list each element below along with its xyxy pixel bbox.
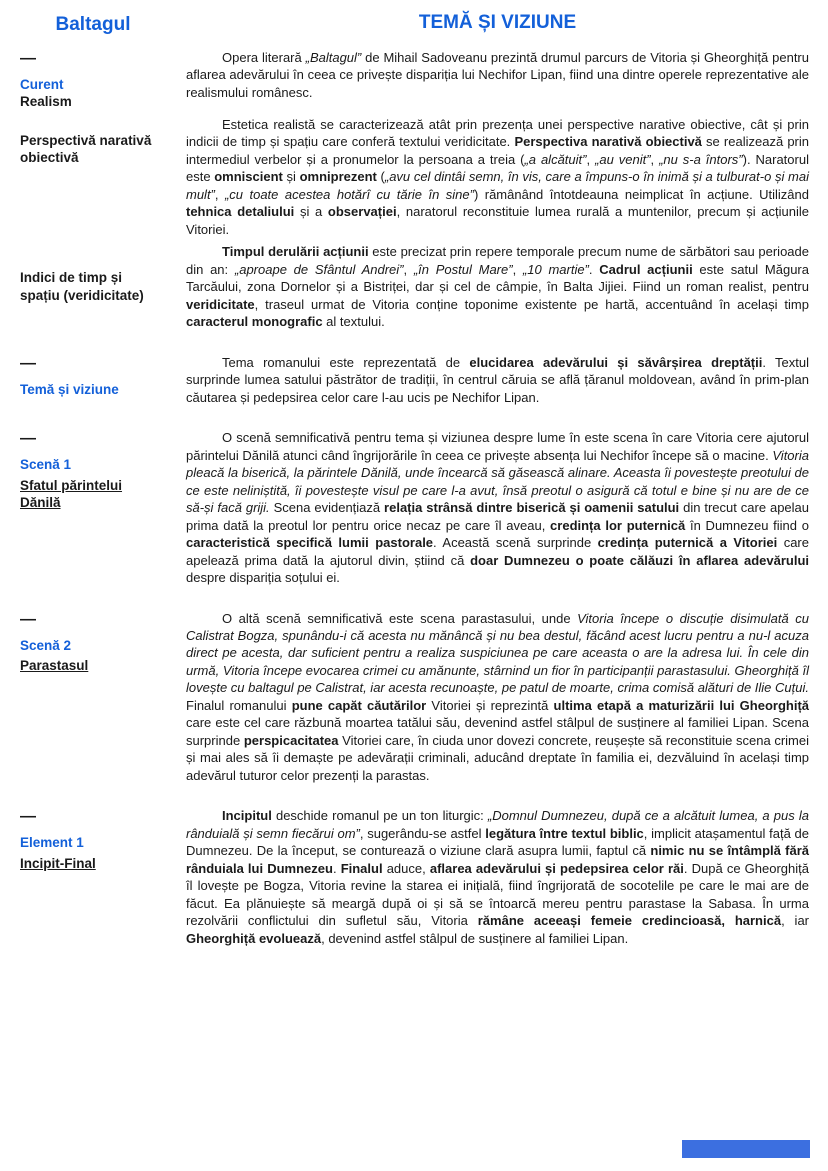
- text-run: ,: [214, 186, 225, 202]
- text-run: , devenind astfel stâlpul de susținere al familiei Lipan.: [321, 930, 629, 946]
- paragraph: [186, 610, 809, 785]
- sidebar-label-group: [20, 116, 166, 238]
- dash-marker: —: [20, 354, 36, 372]
- text-run: „nu s-a întors”: [659, 151, 743, 167]
- text-run: caracterul monografic: [186, 314, 323, 330]
- text-run: „în Postul Mare”: [413, 261, 513, 277]
- text-run: ,: [650, 151, 660, 167]
- text-run: Perspectiva narativă obiectivă: [514, 134, 702, 150]
- text-run: elucidarea adevărului și săvârșirea dreptății: [469, 354, 763, 370]
- text-run: „Domnul Dumnezeu, după ce a alcătuit lumea, a pus la rânduială și semn fiecărui om”: [186, 808, 809, 841]
- sidebar-header: [20, 12, 166, 37]
- text-run: „Baltagul”: [305, 49, 362, 65]
- text-run: „aproape de Sfântul Andrei”: [234, 261, 404, 277]
- sidebar-label: Indici de timp și spațiu (veridicitate): [20, 270, 144, 303]
- section-content: [186, 243, 809, 330]
- text-run: omniscient: [214, 169, 283, 185]
- text-run: de Mihail Sadoveanu prezintă drumul parcurs de Vitoria și Gheorghiță pentru aflarea adevărului în ceea ce privește dispariția lui Nechifor Lipan, fiind una dintre operele reprezentative ale realismului românesc.: [186, 49, 809, 100]
- section-content: [186, 610, 809, 785]
- text-run: , naratorul reconstituie lumea rurală a muntenilor, precum și acțiunile Vitoriei.: [186, 204, 809, 237]
- header-content: [186, 12, 809, 35]
- sidebar-label-group: [20, 354, 166, 406]
- sidebar-label: Scenă 1: [20, 457, 72, 473]
- text-run: (: [376, 169, 385, 185]
- text-run: Finalul romanului: [186, 697, 292, 713]
- paragraph: [186, 49, 809, 101]
- text-run: care este cel care răzbună moartea tatălui său, devenind astfel stâlpul de susținere al familiei Lipan. Scena surprinde: [186, 715, 809, 748]
- text-run: .: [332, 860, 341, 876]
- text-run: ). Naratorul este: [186, 151, 809, 185]
- paragraph: [186, 429, 809, 586]
- sidebar-label: Temă și viziune: [20, 381, 119, 397]
- sidebar-label-group: [20, 610, 166, 785]
- text-run: perspicacitatea: [243, 732, 339, 748]
- text-run: credința lor puternică: [550, 517, 686, 533]
- text-run: . După ce Gheorghiță îl lovește pe Bogza, Vitoria revine la starea ei inițială, fiind îngrijorată de socotelile pe care le mai are de făcut. Ea plănuiește să meargă după oi și să se întoarcă mereu pentru parastase la Sabasa. În urma rezolvării conflictului din sufletul său, Vitoria: [186, 860, 809, 929]
- page-title: TEMĂ ȘI VIZIUNE: [418, 12, 577, 33]
- text-run: Estetica realistă se caracterizează atât prin prezența unei perspective narative obiective, cât și prin indicii de timp și spațiu care conferă textului veridicitate.: [186, 116, 809, 150]
- text-run: pune capăt căutărilor: [291, 697, 427, 713]
- text-run: ,: [403, 261, 414, 277]
- doc-title: Baltagul: [55, 14, 131, 35]
- section-tema-si-viziune: [20, 354, 809, 406]
- text-run: aflarea adevărului și pedepsirea celor răi: [429, 860, 684, 876]
- text-run: și: [282, 169, 300, 185]
- section-indici-de-timp-si-spatiu: [20, 243, 809, 330]
- text-run: tehnica detaliului: [186, 204, 295, 220]
- text-run: Gheorghiță evoluează: [186, 930, 322, 946]
- section-scena-2: [20, 610, 809, 785]
- dash-marker: —: [20, 49, 36, 67]
- sidebar-label-group: [20, 243, 166, 330]
- text-run: veridicitate: [186, 296, 255, 312]
- text-run: O scenă semnificativă pentru tema și viziunea despre lume în este scena în care Vitoria cere ajutorul părintelui Dănilă atunci când îngrijorările în ceea ce privește absența lui Nechifor începe să o macine.: [186, 430, 809, 463]
- sidebar-label-group: [20, 807, 166, 947]
- text-run: în Dumnezeu fiind o: [685, 517, 809, 533]
- text-run: doar Dumnezeu o poate călăuzi în aflarea adevărului: [470, 552, 809, 568]
- section-content: [186, 429, 809, 586]
- text-run: este precizat prin repere temporale precum nume de sărbători sau perioade din an:: [186, 244, 809, 277]
- text-run: „cu toate acestea hotărî cu tărie în sine”: [224, 186, 474, 202]
- section-curent-realism: [20, 49, 809, 111]
- section-scena-1: [20, 429, 809, 586]
- text-run: , iar: [781, 913, 810, 929]
- text-run: Tema romanului este reprezentată de: [222, 354, 470, 370]
- text-run: „10 martie”: [522, 261, 589, 277]
- sidebar-label: Perspectivă narativă obiectivă: [20, 132, 152, 166]
- text-run: Vitoriei și reprezintă: [426, 697, 554, 713]
- text-run: Finalul: [340, 860, 383, 876]
- text-run: care apelează prima dată la ajutorul divin, știind că: [186, 535, 809, 568]
- section-perspectiva-narativa-obiectiva: [20, 116, 809, 238]
- dash-marker: —: [20, 610, 36, 628]
- paragraph: [186, 243, 809, 330]
- document-header: [20, 12, 809, 37]
- text-run: al textului.: [322, 314, 385, 330]
- sidebar-label: Curent: [20, 76, 64, 92]
- paragraph: [186, 807, 809, 947]
- text-run: relația strânsă dintre biserică și oamenii satului: [384, 500, 680, 516]
- text-run: , implicit atașamentul față de Dumnezeu. De la început, se conturează o viziune clară asupra lumii, faptul că: [186, 825, 810, 859]
- sidebar-label: Element 1: [20, 835, 84, 851]
- text-run: ) rămânând întotdeauna neimplicat în acțiune. Utilizând: [473, 186, 809, 202]
- section-element-1: [20, 807, 809, 947]
- text-run: Opera literară: [222, 49, 306, 65]
- text-run: este satul Măgura Tarcăului, zona Dornelor și a Bistriței, dar și cel de câmpie, în Balta Jijiei. Fiind un roman realist, pentru: [186, 261, 809, 295]
- sidebar-label: Incipit-Final: [20, 855, 96, 871]
- text-run: Incipitul: [222, 808, 272, 824]
- text-run: Vitoria pleacă la biserică, la părintele Dănilă, unde încearcă să găsească alinare. Aceasta îi povestește preotului de ce este neliniștită, îi povestește visul pe care l-a avut, însă preotul o asigură că totul e bine și nu are de ce să-și facă griji.: [186, 447, 809, 516]
- section-content: [186, 116, 809, 238]
- sidebar-label-group: [20, 429, 166, 586]
- text-run: Vitoriei care, în ciuda unor dovezi concrete, reușește să reconstituie scena crimei și mai ales să îi demaște pe adevărații criminali, aducând dreptate în familia ei, dezvăluind în același timp adevărul tuturor celor prezenți la parastas.: [186, 732, 809, 783]
- sidebar-label: Sfatul părintelui Dănilă: [20, 477, 123, 511]
- text-run: Cadrul acțiunii: [599, 261, 693, 277]
- text-run: omniprezent: [299, 169, 377, 185]
- text-run: „a alcătuit”: [524, 151, 587, 167]
- selection-highlight-bar: [682, 1140, 810, 1158]
- section-content: [186, 354, 809, 406]
- text-run: ultima etapă a maturizării lui Gheorghiță: [553, 697, 810, 713]
- sidebar-label: Scenă 2: [20, 637, 72, 653]
- text-run: legătura între textul biblic: [485, 825, 644, 841]
- text-run: „au venit”: [595, 151, 651, 167]
- text-run: O altă scenă semnificativă este scena parastasului, unde: [222, 610, 578, 626]
- dash-marker: —: [20, 808, 36, 826]
- text-run: și a: [294, 204, 328, 220]
- section-content: [186, 807, 809, 947]
- document-sections: [20, 49, 809, 947]
- paragraph: [186, 116, 809, 238]
- text-run: Timpul derulării acțiunii: [222, 244, 369, 260]
- text-run: Vitoria începe o discuție disimulată cu Calistrat Bogza, spunându-i că acesta nu mănâncă și nu bea destul, făcând acest lucru pentru a nu-l acuza direct pe acesta, dar suficient pentru a realiza suspiciunea pe care aceasta o are la adresa lui. În cele din urmă, Vitoria începe evocarea crimei cu amănunte, stârnind un fior în participanții parastasului. Gheorghiță îl lovește cu baltagul pe Calistrat, iar acesta recunoaște, pe patul de moarte, crima comisă alături de Ilie Cuțui.: [186, 610, 809, 696]
- text-run: .: [588, 261, 600, 277]
- text-run: , traseul urmat de Vitoria conține toponime existente pe hartă, accentuând în același timp: [254, 296, 809, 312]
- text-run: caracteristică specifică lumii pastorale: [186, 535, 434, 551]
- text-run: observației: [327, 204, 397, 220]
- text-run: Scena evidențiază: [269, 500, 385, 516]
- sidebar-label-group: [20, 49, 166, 111]
- text-run: ,: [586, 151, 596, 167]
- sidebar-label: Realism: [20, 94, 72, 110]
- dash-marker: —: [20, 430, 36, 448]
- text-run: ,: [512, 261, 523, 277]
- text-run: credința puternică a Vitoriei: [597, 535, 778, 551]
- paragraph: [186, 354, 809, 406]
- text-run: . Textul surprinde lumea satului păstrător de tradiții, în centrul căruia se află țăranul moldovean, având în prim-plan căutarea și pedepsirea celor care l-au ucis pe Nechifor Lipan.: [186, 354, 809, 405]
- text-run: „avu cel dintâi semn, în vis, care a împuns-o în inimă și a tulburat-o și mai mult”: [186, 169, 809, 202]
- text-run: nimic nu se întâmplă fără rânduiala lui Dumnezeu: [186, 843, 810, 876]
- text-run: se realizează prin intermediul verbelor și a pronumelor la persoana a treia (: [186, 134, 809, 167]
- text-run: aduce,: [382, 860, 430, 876]
- text-run: din trecut care apelau prima dată la preotul lor pentru orice necaz pe care îl aveau,: [186, 500, 810, 533]
- section-content: [186, 49, 809, 111]
- text-run: deschide romanul pe un ton liturgic:: [271, 808, 488, 824]
- text-run: . Această scenă surprinde: [433, 535, 598, 551]
- text-run: , sugerându-se astfel: [359, 825, 486, 841]
- text-run: despre dispariția soțului ei.: [186, 570, 340, 586]
- sidebar-label: Parastasul: [20, 658, 89, 674]
- text-run: rămâne aceeași femeie credincioasă, harnică: [477, 913, 782, 929]
